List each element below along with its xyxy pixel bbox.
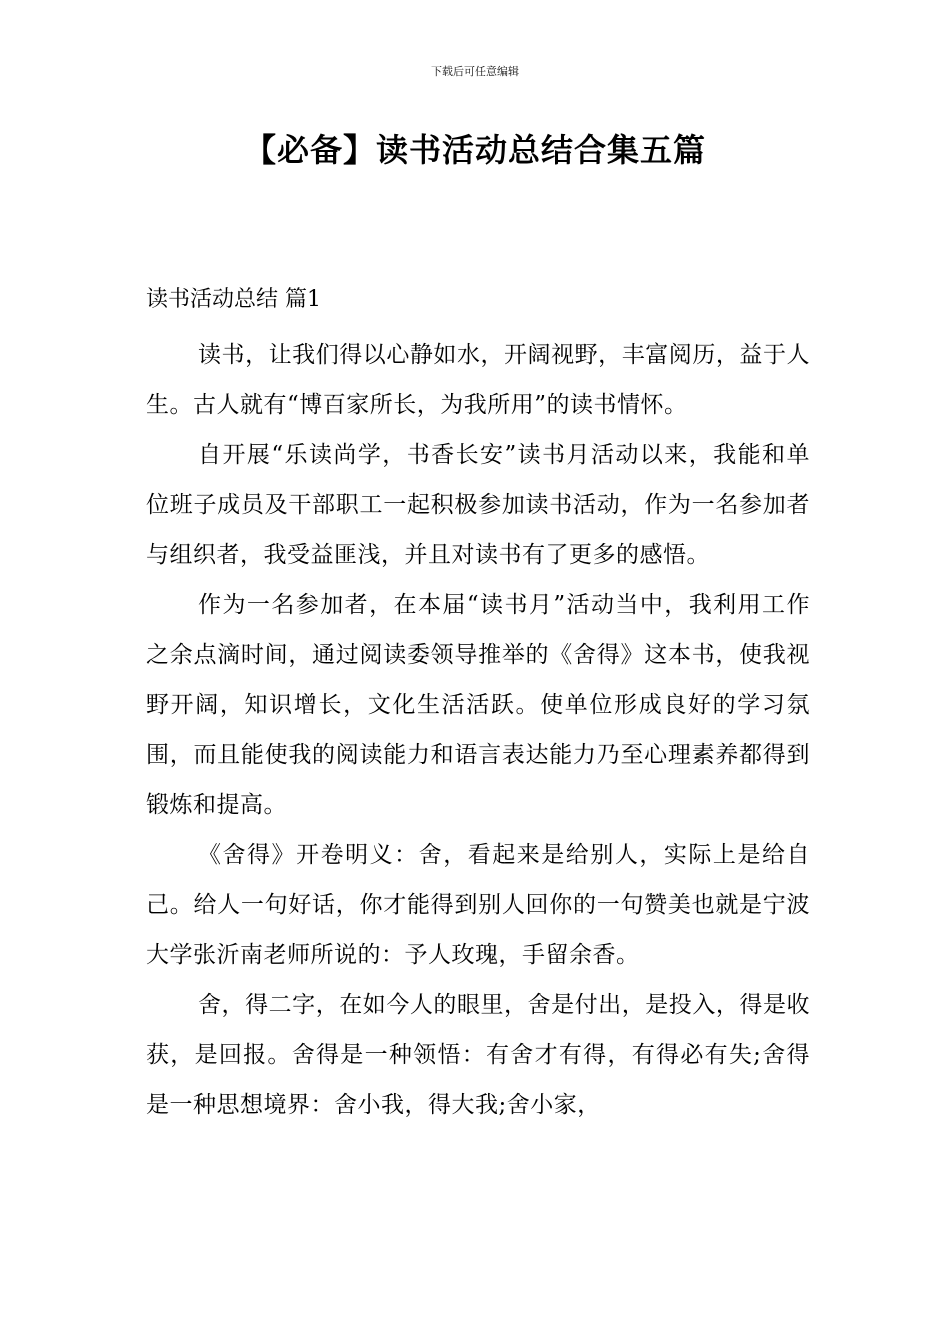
header-note: 下载后可任意编辑 (431, 65, 519, 78)
paragraph: 读书，让我们得以心静如水，开阔视野，丰富阅历，益于人生。古人就有“博百家所长，为我所用”的读书情怀。 (146, 342, 810, 418)
paragraph: 作为一名参加者，在本届“读书月”活动当中，我利用工作之余点滴时间，通过阅读委领导推举的《舍得》这本书，使我视野开阔，知识增长，文化生活活跃。使单位形成良好的学习氛围，而且能使我的阅读能力和语言表达能力乃至心理素养都得到锻炼和提高。 (146, 592, 810, 818)
paragraph: 舍，得二字，在如今人的眼里，舍是付出，是投入，得是收获，是回报。舍得是一种领悟：有舍才有得，有得必有失;舍得是一种思想境界：舍小我，得大我;舍小家， (146, 992, 810, 1118)
body-text (146, 330, 810, 1130)
paragraph: 《舍得》开卷明义：舍，看起来是给别人，实际上是给自己。给人一句好话，你才能得到别人回你的一句赞美也就是宁波大学张沂南老师所说的：予人玫瑰，手留余香。 (146, 842, 810, 968)
section-heading: 读书活动总结 篇1 (146, 287, 321, 312)
paragraph: 自开展“乐读尚学，书香长安”读书月活动以来，我能和单位班子成员及干部职工一起积极参加读书活动，作为一名参加者与组织者，我受益匪浅，并且对读书有了更多的感悟。 (146, 442, 810, 568)
document-title: 【必备】读书活动总结合集五篇 (243, 131, 706, 169)
